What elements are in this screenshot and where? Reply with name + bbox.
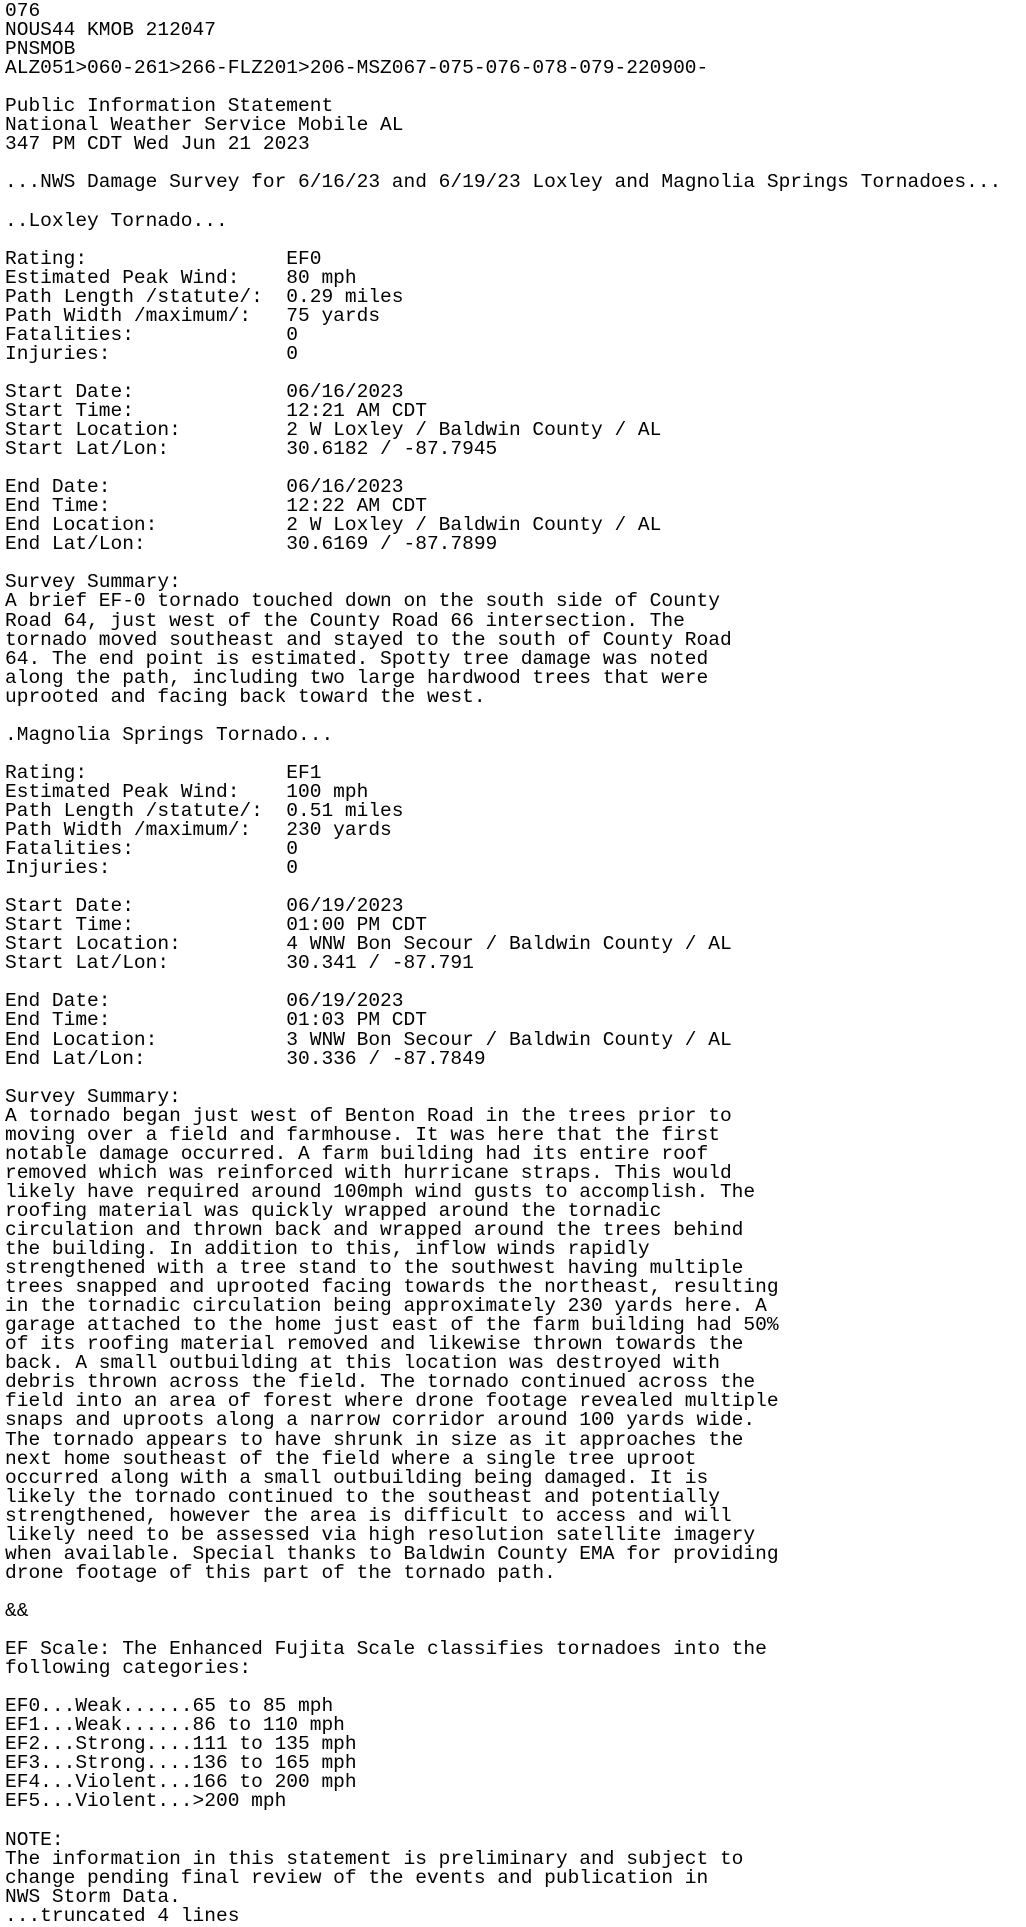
document-line: Start Location: 2 W Loxley / Baldwin County / AL xyxy=(5,419,662,442)
document-line: 64. The end point is estimated. Spotty tree damage was noted xyxy=(5,647,709,670)
document-line: End Date: 06/16/2023 xyxy=(5,476,404,499)
document-line: 347 PM CDT Wed Jun 21 2023 xyxy=(5,133,310,156)
document-line: the building. In addition to this, inflow winds rapidly xyxy=(5,1238,650,1261)
document-line: End Location: 2 W Loxley / Baldwin County / AL xyxy=(5,514,662,537)
document-line: Estimated Peak Wind: 80 mph xyxy=(5,266,357,289)
document-line: End Lat/Lon: 30.336 / -87.7849 xyxy=(5,1047,486,1070)
document-line: Public Information Statement xyxy=(5,95,334,118)
document-line: Start Time: 01:00 PM CDT xyxy=(5,914,427,937)
document-line: uprooted and facing back toward the west. xyxy=(5,685,486,708)
document-line: roofing material was quickly wrapped around the tornadic xyxy=(5,1199,662,1222)
document-line: ALZ051>060-261>266-FLZ201>206-MSZ067-075-076-078-079-220900- xyxy=(5,57,709,80)
document-line: The information in this statement is preliminary and subject to xyxy=(5,1847,744,1870)
document-line: National Weather Service Mobile AL xyxy=(5,114,404,137)
document-line: The tornado appears to have shrunk in size as it approaches the xyxy=(5,1428,744,1451)
document-line: EF4...Violent...166 to 200 mph xyxy=(5,1771,357,1794)
document-line: field into an area of forest where drone footage revealed multiple xyxy=(5,1390,779,1413)
document-line: NOUS44 KMOB 212047 xyxy=(5,19,216,42)
document-line: End Lat/Lon: 30.6169 / -87.7899 xyxy=(5,533,498,556)
document-line: EF1...Weak......86 to 110 mph xyxy=(5,1714,345,1737)
document-line: Path Width /maximum/: 230 yards xyxy=(5,819,392,842)
document-line: Path Width /maximum/: 75 yards xyxy=(5,304,381,327)
document-line: && xyxy=(5,1599,29,1622)
document-line: notable damage occurred. A farm building had its entire roof xyxy=(5,1142,709,1165)
document-line: debris thrown across the field. The tornado continued across the xyxy=(5,1371,756,1394)
document-line: snaps and uproots along a narrow corridor around 100 yards wide. xyxy=(5,1409,756,1432)
document-line: EF2...Strong....111 to 135 mph xyxy=(5,1733,357,1756)
document-line: Path Length /statute/: 0.29 miles xyxy=(5,285,404,308)
document-line: ...truncated 4 lines xyxy=(5,1904,240,1927)
document-line: Injuries: 0 xyxy=(5,342,299,365)
document-line: Start Lat/Lon: 30.6182 / -87.7945 xyxy=(5,438,498,461)
document-line: NOTE: xyxy=(5,1828,64,1851)
document-line: Fatalities: 0 xyxy=(5,838,299,861)
document-line: Road 64, just west of the County Road 66 intersection. The xyxy=(5,609,685,632)
document-line: Survey Summary: xyxy=(5,1085,181,1108)
document-line: End Time: 12:22 AM CDT xyxy=(5,495,427,518)
document-line: Rating: EF0 xyxy=(5,247,322,270)
document-line: ...NWS Damage Survey for 6/16/23 and 6/19/23 Loxley and Magnolia Springs Tornadoes... xyxy=(5,171,1002,194)
document-line: EF Scale: The Enhanced Fujita Scale classifies tornadoes into the xyxy=(5,1638,767,1661)
document-line: Survey Summary: xyxy=(5,571,181,594)
document-line: in the tornadic circulation being approximately 230 yards here. A xyxy=(5,1295,767,1318)
document-line: Start Date: 06/19/2023 xyxy=(5,895,404,918)
document-line: of its roofing material removed and likewise thrown towards the xyxy=(5,1333,744,1356)
document-line: likely have required around 100mph wind gusts to accomplish. The xyxy=(5,1180,756,1203)
document-line: garage attached to the home just east of the farm building had 50% xyxy=(5,1314,779,1337)
document-line: Injuries: 0 xyxy=(5,857,299,880)
document-line: change pending final review of the events and publication in xyxy=(5,1866,709,1889)
document-line: Rating: EF1 xyxy=(5,761,322,784)
document-line: along the path, including two large hardwood trees that were xyxy=(5,666,709,689)
document-line: following categories: xyxy=(5,1657,252,1680)
document-line: EF0...Weak......65 to 85 mph xyxy=(5,1695,334,1718)
document-line: EF3...Strong....136 to 165 mph xyxy=(5,1752,357,1775)
document-line: Fatalities: 0 xyxy=(5,323,299,346)
document-line: A tornado began just west of Benton Road in the trees prior to xyxy=(5,1104,732,1127)
document-line: A brief EF-0 tornado touched down on the south side of County xyxy=(5,590,720,613)
document-line: Start Lat/Lon: 30.341 / -87.791 xyxy=(5,952,474,975)
document-line: tornado moved southeast and stayed to the south of County Road xyxy=(5,628,732,651)
document-line: back. A small outbuilding at this location was destroyed with xyxy=(5,1352,720,1375)
document-line: End Location: 3 WNW Bon Secour / Baldwin County / AL xyxy=(5,1028,732,1051)
document-line: Start Time: 12:21 AM CDT xyxy=(5,399,427,422)
document-line: End Date: 06/19/2023 xyxy=(5,990,404,1013)
document-line: next home southeast of the field where a single tree uproot xyxy=(5,1447,697,1470)
document-line: trees snapped and uprooted facing towards the northeast, resulting xyxy=(5,1276,779,1299)
document-line: circulation and thrown back and wrapped around the trees behind xyxy=(5,1219,744,1241)
document-line: likely need to be assessed via high resolution satellite imagery xyxy=(5,1523,756,1546)
document-line: ..Loxley Tornado... xyxy=(5,209,228,232)
document-line: PNSMOB xyxy=(5,38,76,61)
document-line: Start Date: 06/16/2023 xyxy=(5,380,404,403)
document-line: when available. Special thanks to Baldwin County EMA for providing xyxy=(5,1542,779,1565)
document-line: removed which was reinforced with hurricane straps. This would xyxy=(5,1161,732,1184)
document-line: Estimated Peak Wind: 100 mph xyxy=(5,780,369,803)
document-line: .Magnolia Springs Tornado... xyxy=(5,723,334,746)
document-line: likely the tornado continued to the southeast and potentially xyxy=(5,1485,720,1508)
document-line: strengthened, however the area is difficult to access and will xyxy=(5,1504,732,1527)
document-line: 076 xyxy=(5,0,41,22)
document-line: moving over a field and farmhouse. It was here that the first xyxy=(5,1123,720,1146)
document-line: drone footage of this part of the tornado path. xyxy=(5,1561,556,1584)
document-line: strengthened with a tree stand to the southwest having multiple xyxy=(5,1257,744,1280)
document-line: occurred along with a small outbuilding being damaged. It is xyxy=(5,1466,709,1489)
document-line: Start Location: 4 WNW Bon Secour / Baldwin County / AL xyxy=(5,933,732,956)
document-line: EF5...Violent...>200 mph xyxy=(5,1790,287,1813)
document-line: NWS Storm Data. xyxy=(5,1885,181,1908)
document-line: Path Length /statute/: 0.51 miles xyxy=(5,799,404,822)
document-line: End Time: 01:03 PM CDT xyxy=(5,1009,427,1032)
